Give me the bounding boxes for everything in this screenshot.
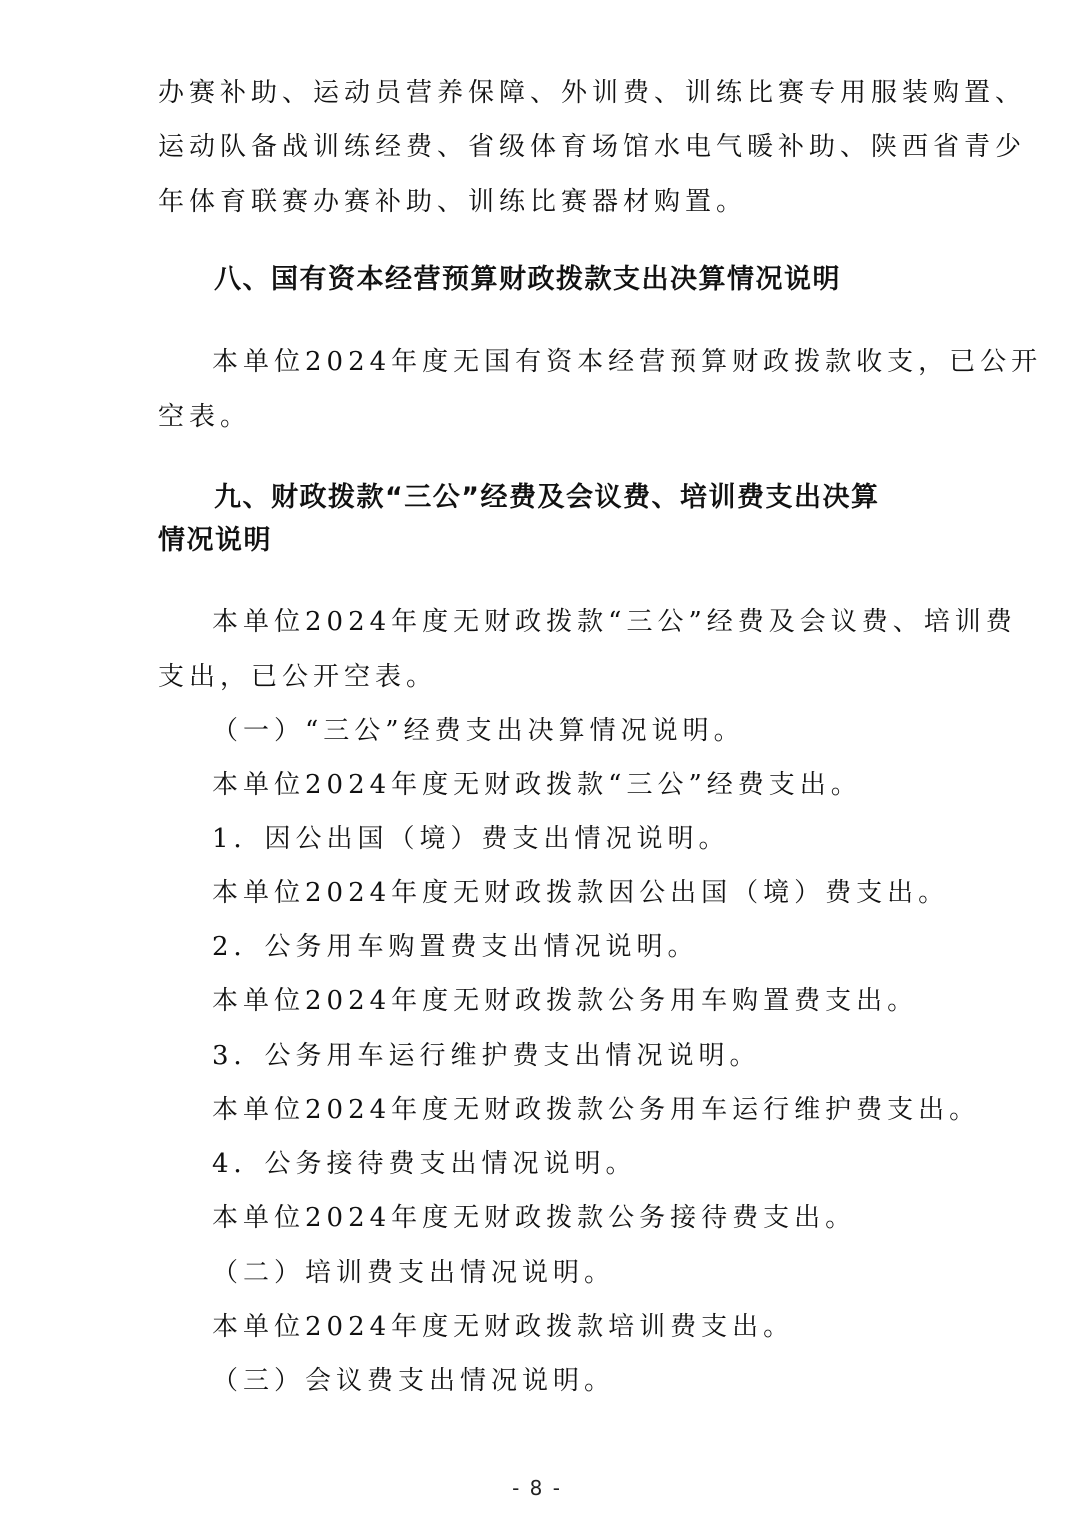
item-2-body: 本单位2024年度无财政拨款公务用车购置费支出。 <box>212 986 919 1016</box>
item-3-title: 3．公务用车运行维护费支出情况说明。 <box>212 1041 761 1071</box>
item-1-title: 1．因公出国（境）费支出情况说明。 <box>212 824 730 854</box>
item-2-title: 2．公务用车购置费支出情况说明。 <box>212 932 699 962</box>
intro-line-1: 办赛补助、运动员营养保障、外训费、训练比赛专用服装购置、 <box>158 78 1027 108</box>
intro-line-3: 年体育联赛办赛补助、训练比赛器材购置。 <box>158 187 748 217</box>
item-4-body: 本单位2024年度无财政拨款公务接待费支出。 <box>212 1203 857 1233</box>
subsection-2-title: （二）培训费支出情况说明。 <box>212 1258 616 1288</box>
subsection-1-title: （一）“三公”经费支出决算情况说明。 <box>212 716 745 746</box>
subsection-1-body: 本单位2024年度无财政拨款“三公”经费支出。 <box>212 770 862 800</box>
item-3-body: 本单位2024年度无财政拨款公务用车运行维护费支出。 <box>212 1095 981 1125</box>
section-8-heading: 八、国有资本经营预算财政拨款支出决算情况说明 <box>214 264 841 295</box>
subsection-2-body: 本单位2024年度无财政拨款培训费支出。 <box>212 1312 795 1342</box>
section-9-heading-line-2: 情况说明 <box>158 525 272 556</box>
page-number: - 8 - <box>512 1476 562 1500</box>
item-1-body: 本单位2024年度无财政拨款因公出国（境）费支出。 <box>212 878 950 908</box>
item-4-title: 4．公务接待费支出情况说明。 <box>212 1149 637 1179</box>
subsection-3-title: （三）会议费支出情况说明。 <box>212 1366 616 1396</box>
section-9-body-line-2: 支出，已公开空表。 <box>158 662 438 692</box>
section-9-body-line-1: 本单位2024年度无财政拨款“三公”经费及会议费、培训费 <box>212 607 1017 637</box>
intro-line-2: 运动队备战训练经费、省级体育场馆水电气暖补助、陕西省青少 <box>158 132 1027 162</box>
section-9-heading-line-1: 九、财政拨款“三公”经费及会议费、培训费支出决算 <box>214 482 880 513</box>
section-8-body-line-2: 空表。 <box>158 402 252 432</box>
section-8-body-line-1: 本单位2024年度无国有资本经营预算财政拨款收支，已公开 <box>212 347 1043 377</box>
